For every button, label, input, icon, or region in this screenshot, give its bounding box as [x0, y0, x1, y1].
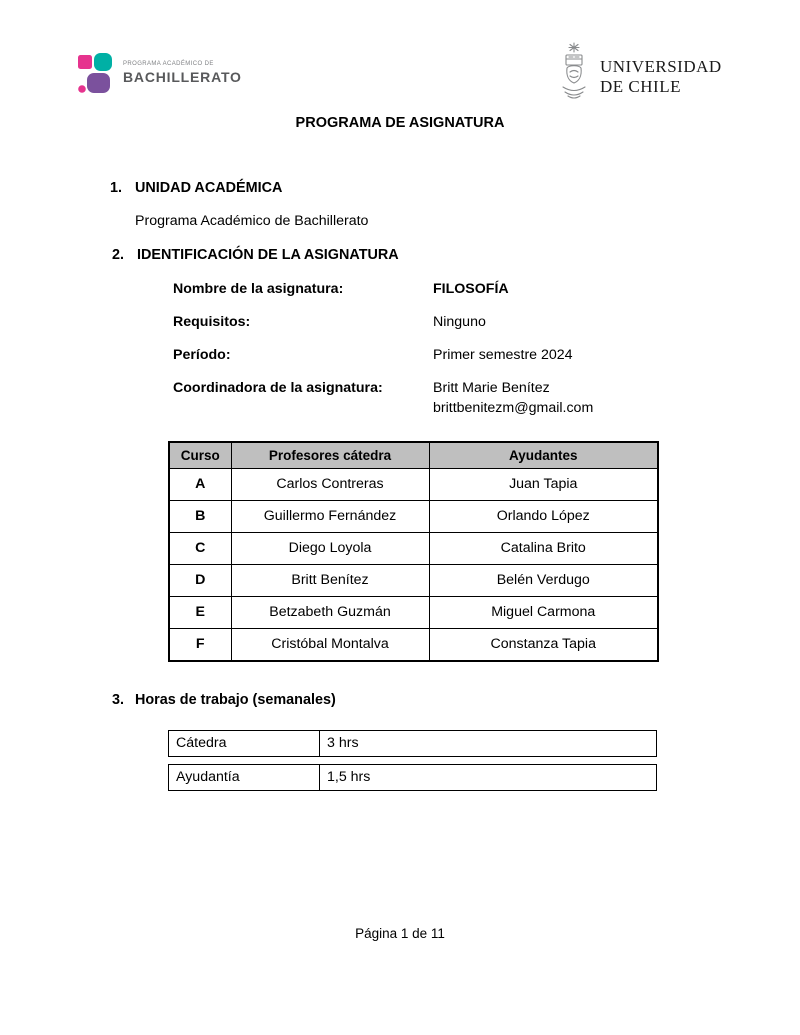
course-table-header-row [169, 442, 658, 469]
table-row [169, 597, 658, 629]
universidad-text: UNIVERSIDAD [600, 57, 722, 76]
cell-curso: E [169, 597, 231, 629]
bachillerato-logo-main-text: BACHILLERATO [123, 69, 242, 85]
cell-profesor: Carlos Contreras [231, 469, 429, 501]
section-2-number: 2. [112, 247, 125, 263]
bachillerato-logo-top-text: PROGRAMA ACADÉMICO DE [123, 61, 214, 67]
universidad-de-chile-logo-text [600, 57, 722, 97]
cell-profesor: Betzabeth Guzmán [231, 597, 429, 629]
section-1-body: Programa Académico de Bachillerato [135, 213, 369, 229]
hours-label-cell: Cátedra [169, 731, 320, 756]
section-1-number: 1. [110, 180, 123, 196]
bachillerato-logo-text [123, 61, 242, 85]
cell-curso: C [169, 533, 231, 565]
column-header-profesores: Profesores cátedra [231, 442, 429, 469]
field-value: FILOSOFÍA [433, 281, 509, 297]
cell-profesor: Cristóbal Montalva [231, 629, 429, 662]
hours-table [168, 730, 657, 798]
cell-curso: A [169, 469, 231, 501]
field-requisitos [173, 312, 593, 332]
field-coordinadora [173, 378, 593, 418]
universidad-de-chile-logo [556, 42, 722, 100]
field-periodo [173, 345, 593, 365]
table-row [169, 565, 658, 597]
cell-curso: F [169, 629, 231, 662]
cell-profesor: Britt Benítez [231, 565, 429, 597]
field-value [433, 378, 593, 418]
table-row [169, 469, 658, 501]
field-label: Requisitos: [173, 314, 251, 330]
coordinadora-nombre: Britt Marie Benítez [433, 380, 550, 396]
table-row [168, 764, 657, 791]
cell-profesor: Diego Loyola [231, 533, 429, 565]
column-header-curso: Curso [169, 442, 231, 469]
hours-value-cell: 3 hrs [327, 735, 359, 751]
cell-ayudante: Belén Verdugo [429, 565, 658, 597]
cell-curso: D [169, 565, 231, 597]
section-2-heading [112, 247, 399, 263]
cell-ayudante: Constanza Tapia [429, 629, 658, 662]
field-label: Coordinadora de la asignatura: [173, 380, 383, 396]
hours-label-cell: Ayudantía [169, 765, 320, 790]
cell-ayudante: Orlando López [429, 501, 658, 533]
table-row [169, 533, 658, 565]
cell-ayudante: Juan Tapia [429, 469, 658, 501]
cell-curso: B [169, 501, 231, 533]
table-row [169, 629, 658, 662]
field-value: Ninguno [433, 314, 486, 330]
section-3-number: 3. [112, 692, 125, 708]
field-value: Primer semestre 2024 [433, 347, 573, 363]
de-chile-text: DE CHILE [600, 77, 681, 96]
bachillerato-logo [78, 52, 242, 94]
cell-ayudante: Catalina Brito [429, 533, 658, 565]
table-row [169, 501, 658, 533]
cell-profesor: Guillermo Fernández [231, 501, 429, 533]
section-1-heading [110, 180, 282, 196]
hours-value-cell: 1,5 hrs [327, 769, 371, 785]
bachillerato-logo-icon [78, 52, 114, 94]
course-table [168, 441, 659, 662]
field-label: Período: [173, 347, 231, 363]
field-label: Nombre de la asignatura: [173, 281, 344, 297]
table-row [168, 730, 657, 757]
section-3-title: Horas de trabajo (semanales) [135, 692, 336, 708]
asignatura-fields [173, 279, 593, 431]
section-1-title: UNIDAD ACADÉMICA [135, 180, 283, 196]
field-nombre-asignatura [173, 279, 593, 299]
universidad-de-chile-crest-icon [556, 42, 592, 100]
page-number: Página 1 de 11 [355, 926, 445, 941]
cell-ayudante: Miguel Carmona [429, 597, 658, 629]
section-3-heading [112, 692, 336, 708]
page-title: PROGRAMA DE ASIGNATURA [295, 115, 505, 131]
coordinadora-email: brittbenitezm@gmail.com [433, 400, 594, 416]
section-2-title: IDENTIFICACIÓN DE LA ASIGNATURA [137, 247, 399, 263]
column-header-ayudantes: Ayudantes [429, 442, 658, 469]
